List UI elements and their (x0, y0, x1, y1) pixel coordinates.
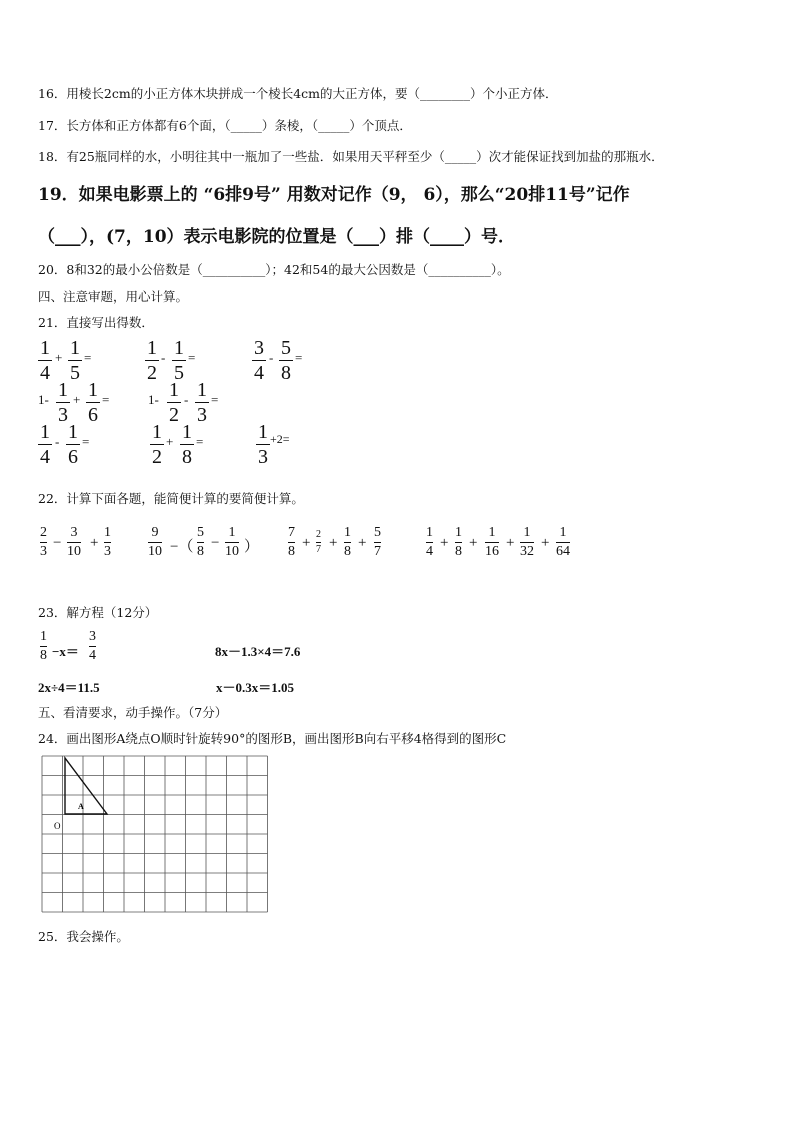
question-24: 24．画出图形A绕点O顺时针旋转90°的图形B，画出图形B向右平移4格得到的图形C (38, 731, 507, 746)
shape-a-label: A (78, 802, 84, 811)
question-18: 18．有25瓶同样的水，小明往其中一瓶加了一些盐．如果用天平秤至少（_____）次才能保证找到加盐的那瓶水． (38, 149, 664, 164)
section-5-heading: 五、看清要求，动手操作。（7分） (38, 705, 228, 720)
rotation-grid (40, 754, 270, 914)
question-23: 23．解方程（12分） (38, 605, 158, 620)
question-19-line-1: 19．如果电影票上的 “6排9号” 用数对记作（9， 6），那么“20排11号”记作 (38, 185, 630, 205)
question-21: 21．直接写出得数． (38, 315, 154, 330)
point-o-label: O (54, 821, 61, 831)
question-22: 22．计算下面各题，能简便计算的要简便计算。 (38, 491, 304, 506)
q23-equation-b: 8x－1.3×4＝7.6 (215, 644, 301, 659)
q23-equation-c: 2x÷4＝11.5 (38, 680, 100, 695)
q23-equation-d: x－0.3x＝1.05 (216, 680, 295, 695)
section-4-heading: 四、注意审题，用心计算。 (38, 289, 189, 304)
question-16: 16．用棱长2cm的小正方体木块拼成一个棱长4cm的大正方体，要（________）个小正方体． (38, 86, 558, 101)
question-20: 20．8和32的最小公倍数是（__________）；42和54的最大公因数是（__________）。 (38, 262, 510, 277)
question-25: 25．我会操作。 (38, 929, 129, 944)
shape-a-triangle (65, 758, 107, 814)
question-19-line-2: （___），(7，10）表示电影院的位置是（___）排（____）号． (38, 227, 516, 247)
question-17: 17．长方体和正方体都有6个面，（_____）条棱，（_____）个顶点． (38, 118, 412, 133)
